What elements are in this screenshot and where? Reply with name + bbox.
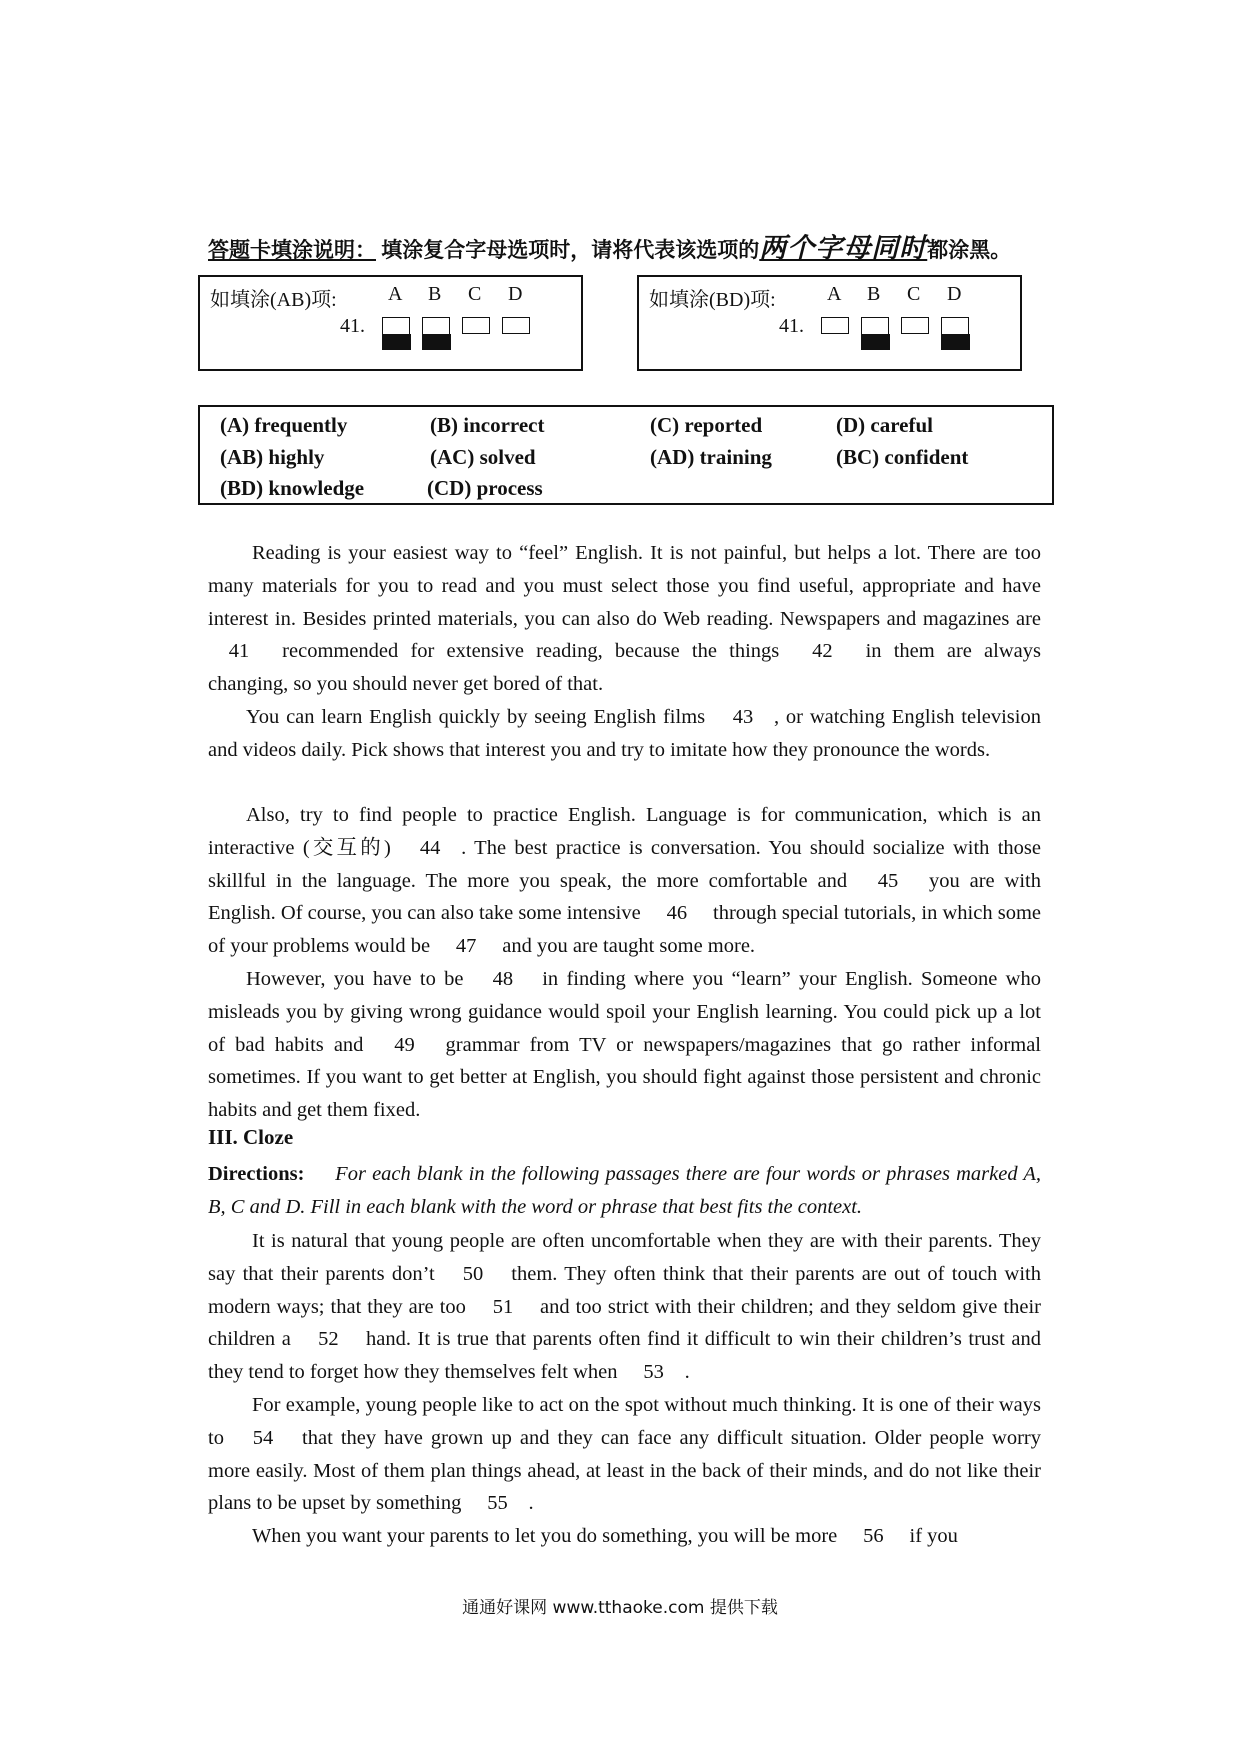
blank-48: 48 (492, 968, 514, 990)
example-letters (827, 283, 987, 306)
letter-d: D (508, 283, 523, 305)
example-box-ab (198, 275, 583, 371)
instructions-middle: 填涂复合字母选项时，请将代表该选项的 (376, 238, 760, 262)
bubble-c (462, 317, 490, 334)
text: It is natural that young people are often uncomfortable when they are with their parents. They say that their parents don’t (208, 1230, 1041, 1285)
instructions-emphasis: 两个字母同时 (759, 233, 928, 263)
letter-a: A (827, 283, 842, 305)
blank-45: 45 (877, 869, 899, 892)
bubble-b (861, 317, 889, 349)
directions (208, 1158, 1041, 1224)
text: if you (904, 1525, 958, 1547)
text: . (684, 1361, 690, 1384)
passage1-paragraph-3 (208, 799, 1041, 963)
blank-52: 52 (318, 1328, 339, 1351)
option-b: (B) incorrect (430, 413, 545, 437)
blank-56: 56 (863, 1525, 884, 1547)
option-bc: (BC) confident (836, 445, 969, 469)
passage1-paragraph-4 (208, 963, 1041, 1127)
option-d: (D) careful (836, 413, 933, 437)
passage2-paragraph-3 (208, 1520, 1041, 1553)
text: hand. It is true that parents often find it difficult to win their children’s trust and they tend to forget how they themselves felt when (208, 1328, 1041, 1384)
text: , or watching English television and videos daily. Pick shows that interest you and try to imitate how they pronounce the words. (208, 706, 1041, 761)
letter-b: B (428, 283, 442, 305)
blank-49: 49 (394, 1033, 415, 1056)
passage2-paragraph-2 (208, 1389, 1041, 1520)
passage1-paragraph-1 (208, 537, 1041, 701)
example-label: 如填涂(BD)项: (649, 289, 776, 311)
letter-d: D (947, 283, 962, 305)
blank-47: 47 (455, 935, 477, 958)
option-ac: (AC) solved (430, 445, 536, 469)
text: You can learn English quickly by seeing English films (246, 706, 712, 728)
letter-b: B (867, 283, 881, 305)
example-number: 41. (340, 315, 365, 337)
word-options-box (198, 405, 1054, 505)
text: that they have grown up and they can face any difficult situation. Older people worry more easily. Most of them plan things ahead, at least in the back of their minds, and do not like their plans to be upset by something (208, 1426, 1041, 1515)
bubble-a (821, 317, 849, 334)
text: through special tutorials, in which some of your problems would be (208, 902, 1041, 958)
text: them. They often think that their parents are out of touch with modern ways; that they are too (208, 1262, 1042, 1318)
text: Reading is your easiest way to “feel” English. It is not painful, but helps a lot. There are too many materials for you to read and you must select those you find useful, appropriate and have interest in. Besides printed materials, you can also do Web reading. Newspapers and magazines are (208, 542, 1041, 630)
text: Also, try to find people to practice English. Language is for communication, which is an interactive (交互的) (208, 804, 1041, 859)
option-ab: (AB) highly (220, 445, 325, 469)
option-a: (A) frequently (220, 413, 348, 437)
page-footer: 通通好课网 www.tthaoke.com 提供下载 (462, 1598, 778, 1618)
passage1-paragraph-2 (208, 701, 1041, 767)
text: For example, young people like to act on the spot without much thinking. It is one of their ways to (208, 1394, 1041, 1449)
bubble-b (422, 317, 450, 349)
example-number: 41. (779, 315, 804, 337)
answer-sheet-instructions (208, 226, 1011, 265)
directions-text: For each blank in the following passages there are four words or phrases marked A, B, C and D. Fill in each blank with the word or phrase that best fits the context. (208, 1163, 1041, 1218)
text: and you are taught some more. (497, 935, 756, 958)
example-label: 如填涂(AB)项: (210, 289, 337, 311)
directions-label: Directions: (208, 1163, 305, 1185)
text: and too strict with their children; and they seldom give their children a (208, 1295, 1041, 1351)
blank-50: 50 (462, 1262, 484, 1285)
text: grammar from TV or newspapers/magazines that go rather informal sometimes. If you want to get better at English, you should fight against those persistent and chronic habits and get them fixed. (208, 1033, 1041, 1122)
blank-41: 41 (228, 640, 250, 663)
letter-c: C (907, 283, 921, 305)
blank-53: 53 (643, 1361, 664, 1384)
text: . The best practice is conversation. You should socialize with those skillful in the language. The more you speak, the more comfortable and (208, 836, 1041, 892)
bubble-c (901, 317, 929, 334)
instructions-prefix: 答题卡填涂说明： (208, 238, 376, 262)
option-ad: (AD) training (650, 445, 772, 469)
example-letters (388, 283, 548, 306)
blank-42: 42 (812, 640, 833, 663)
text: When you want your parents to let you do something, you will be more (252, 1525, 843, 1547)
instructions-suffix: 都涂黑。 (927, 238, 1012, 262)
blank-43: 43 (732, 706, 754, 728)
blank-46: 46 (666, 902, 688, 925)
section-title: III. Cloze (208, 1125, 294, 1149)
text: you are with English. Of course, you can also take some intensive (208, 869, 1041, 925)
text: However, you have to be (246, 968, 472, 990)
option-bd: (BD) knowledge (220, 476, 365, 500)
bubble-d (941, 317, 969, 349)
option-cd: (CD) process (427, 476, 543, 500)
letter-a: A (388, 283, 403, 305)
text: in them are always changing, so you should never get bored of that. (208, 640, 1041, 696)
blank-44: 44 (419, 836, 441, 859)
text: recommended for extensive reading, because the things (270, 640, 792, 663)
bubble-d (502, 317, 530, 334)
blank-51: 51 (492, 1295, 514, 1318)
bubble-a (382, 317, 410, 349)
text: . (528, 1492, 534, 1515)
blank-55: 55 (487, 1492, 508, 1515)
blank-54: 54 (252, 1426, 274, 1449)
letter-c: C (468, 283, 482, 305)
passage2-paragraph-1 (208, 1225, 1041, 1389)
example-box-bd (637, 275, 1022, 371)
option-c: (C) reported (650, 413, 763, 437)
text: in finding where you “learn” your English. Someone who misleads you by giving wrong guidance would spoil your English learning. You could pick up a lot of bad habits and (208, 968, 1041, 1056)
